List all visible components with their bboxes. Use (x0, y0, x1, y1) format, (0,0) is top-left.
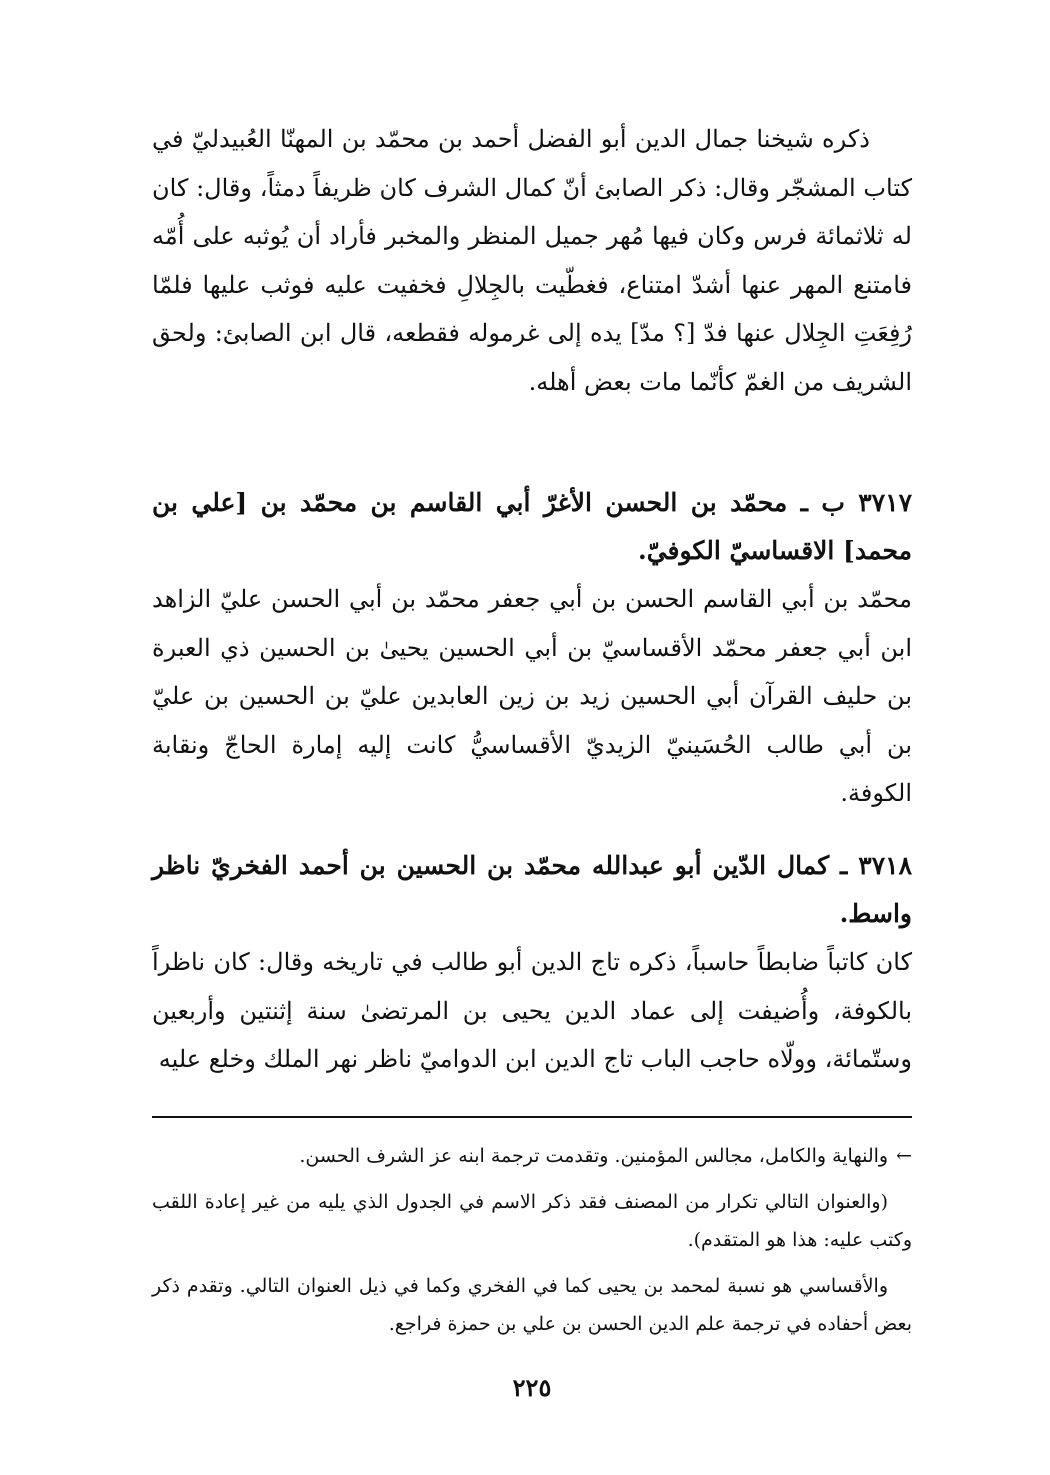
entry-3717-heading: ٣٧١٧ ب ـ محمّد بن الحسن الأغرّ أبي القاسم بن محمّد بن [علي بن محمد] الاقساسيّ الكوفيّ. (152, 488, 912, 565)
entry-3718-heading: ٣٧١٨ ـ كمال الدّين أبو عبدالله محمّد بن الحسين بن أحمد الفخريّ ناظر واسط. (152, 851, 912, 928)
entry-3718-body: كان كاتباً ضابطاً حاسباً، ذكره تاج الدين أبو طالب في تاريخه وقال: كان ناظراً بالكوفة، وأُضيفت إلى عماد الدين يحيى بن المرتضىٰ سنة إثنتين وأربعين وستّمائة، وولّاه حاجب الباب تاج الدين ابن الدواميّ ناظر نهر الملك وخلع عليه (152, 948, 912, 1073)
footnote-1-text: والنهاية والكامل، مجالس المؤمنين. وتقدمت ترجمة ابنه عز الشرف الحسن. (299, 1145, 889, 1167)
entry-3717-body: محمّد بن أبي القاسم الحسن بن أبي جعفر محمّد بن أبي الحسن عليّ الزاهد ابن أبي جعفر محمّد الأقساسيّ بن أبي الحسين يحيىٰ بن الحسين ذي العبرة بن حليف القرآن أبي الحسين زيد بن زين العابدين عليّ بن الحسين بن عليّ بن أبي طالب الحُسَينيّ الزيديّ الأقساسيُّ كانت إليه إمارة الحاجّ ونقابة الكوفة. (152, 585, 913, 807)
entry-3717 (152, 479, 912, 818)
footnote-2: (والعنوان التالي تكرار من المصنف فقد ذكر الاسم في الجدول الذي يليه من غير إعادة اللقب وكتب عليه: هذا هو المتقدم). (152, 1191, 912, 1251)
book-page (152, 115, 912, 1435)
footnote-separator (152, 1116, 912, 1118)
previous-entry-continuation (152, 115, 912, 406)
continuation-arrow-icon: ← (896, 1145, 912, 1167)
entry-3718 (152, 842, 912, 1084)
footnote-3: والأقساسي هو نسبة لمحمد بن يحيى كما في الفخري وكما في ذيل العنوان التالي. وتقدم ذكر بعض أحفاده في ترجمة علم الدين الحسن بن علي بن حمزة فراجع. (152, 1275, 912, 1335)
footnote-1 (152, 1137, 912, 1175)
page-number: ٢٢٥ (512, 1373, 552, 1402)
previous-entry-paragraph: ذكره شيخنا جمال الدين أبو الفضل أحمد بن محمّد بن المهنّا العُبيدليّ في كتاب المشجّر وقال: ذكر الصابئ أنّ كمال الشرف كان ظريفاً دمثاً، وقال: كان له ثلاثمائة فرس وكان فيها مُهر جميل المنظر والمخبر فأراد أن يُوثبه على أُمّه فامتنع المهر عنها أشدّ امتناع، فغطّيت بالجِلالِ فخفيت عليه فوثب عليها فلمّا رُفِعَتِ الجِلال عنها فدّ [؟ مدّ] يده إلى غرموله فقطعه، قال ابن الصابئ: ولحق الشريف من الغمّ كأنّما مات بعض أهله. (152, 125, 912, 396)
footnotes (152, 1137, 912, 1351)
